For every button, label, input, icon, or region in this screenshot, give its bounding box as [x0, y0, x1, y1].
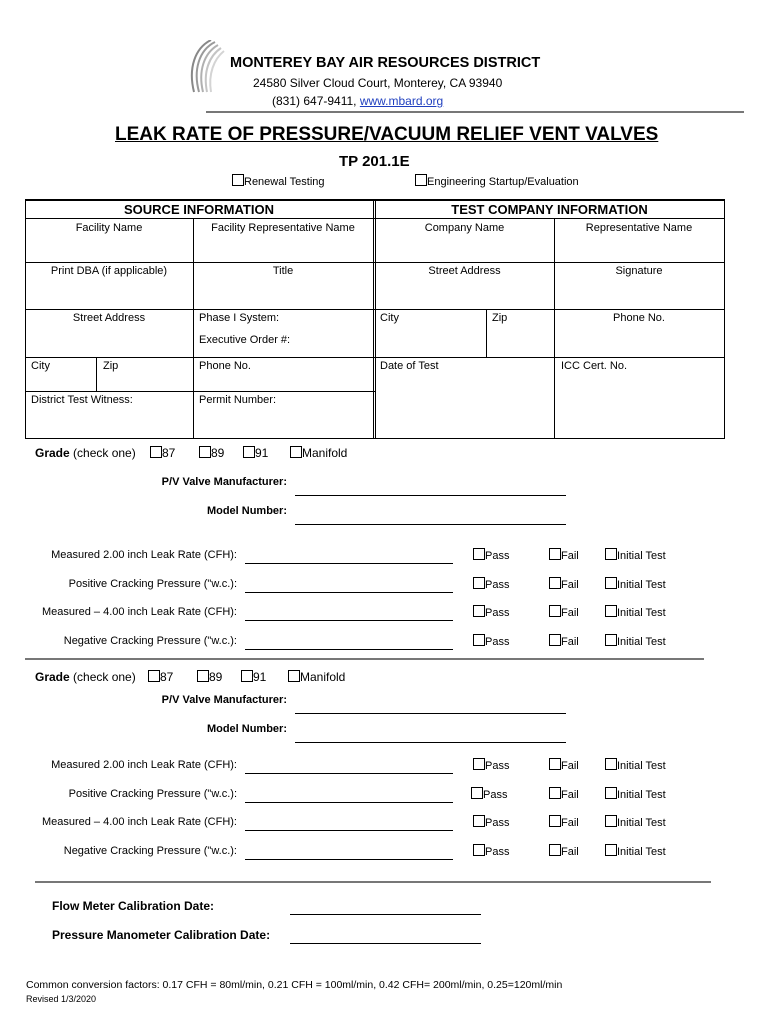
result-fail[interactable] — [549, 844, 579, 858]
model-field[interactable] — [295, 524, 566, 525]
fail-checkbox[interactable] — [549, 634, 561, 646]
fail-label: Fail — [561, 579, 579, 591]
m1-label: Measured 2.00 inch Leak Rate (CFH): — [51, 549, 237, 561]
facility-rep-label: Facility Representative Name — [211, 222, 355, 234]
grade-hint: (check one) — [69, 670, 136, 684]
result-pass[interactable] — [473, 548, 509, 562]
grade-91-checkbox[interactable] — [241, 670, 253, 682]
source-city-label: City — [31, 360, 50, 372]
initial-label: Initial Test — [617, 760, 666, 772]
company-zip-label: Zip — [492, 312, 508, 324]
fail-label: Fail — [561, 846, 579, 858]
initial-checkbox[interactable] — [605, 815, 617, 827]
grade-manifold-checkbox[interactable] — [290, 446, 302, 458]
result-fail[interactable] — [549, 634, 579, 648]
grade-manifold-label: Manifold — [300, 670, 346, 684]
org-phone: (831) 647-9411, — [272, 94, 360, 108]
initial-label: Initial Test — [617, 817, 666, 829]
grade-manifold-label: Manifold — [302, 446, 348, 460]
m4-field[interactable] — [245, 649, 453, 650]
org-address: 24580 Silver Cloud Court, Monterey, CA 93940 — [253, 76, 503, 90]
m3-field[interactable] — [245, 620, 453, 621]
result-initial[interactable] — [605, 605, 666, 619]
company-phone-label: Phone No. — [613, 312, 665, 324]
initial-checkbox[interactable] — [605, 634, 617, 646]
result-initial[interactable] — [605, 815, 666, 829]
m1-field[interactable] — [245, 773, 453, 774]
source-zip-label: Zip — [103, 360, 119, 372]
result-fail[interactable] — [549, 605, 579, 619]
grade-91-option[interactable] — [241, 670, 266, 684]
grade-label: Grade — [35, 670, 70, 684]
result-fail[interactable] — [549, 787, 579, 801]
grade-label: Grade — [35, 446, 70, 460]
fail-checkbox[interactable] — [549, 577, 561, 589]
company-name-label: Company Name — [424, 222, 505, 234]
grade-89-checkbox[interactable] — [197, 670, 209, 682]
engineering-option[interactable] — [415, 174, 579, 188]
pass-checkbox[interactable] — [473, 605, 485, 617]
pass-label: Pass — [485, 636, 510, 648]
result-fail[interactable] — [549, 815, 579, 829]
dba-label: Print DBA (if applicable) — [50, 265, 168, 277]
m1-label: Measured 2.00 inch Leak Rate (CFH): — [51, 759, 237, 771]
fail-label: Fail — [561, 550, 579, 562]
manufacturer-field[interactable] — [295, 713, 566, 714]
pass-label: Pass — [485, 846, 510, 858]
org-website-link[interactable]: www.mbard.org — [359, 94, 444, 108]
engineering-label: Engineering Startup/Evaluation — [427, 176, 579, 188]
initial-checkbox[interactable] — [605, 605, 617, 617]
m2-field[interactable] — [245, 592, 453, 593]
m3-field[interactable] — [245, 830, 453, 831]
result-initial[interactable] — [605, 844, 666, 858]
grade-manifold-option[interactable] — [290, 446, 347, 460]
grade-87-option[interactable] — [148, 670, 173, 684]
initial-checkbox[interactable] — [605, 577, 617, 589]
pass-checkbox[interactable] — [473, 548, 485, 560]
result-pass[interactable] — [473, 758, 509, 772]
fail-label: Fail — [561, 636, 579, 648]
renewal-option[interactable] — [232, 174, 325, 188]
page-title: LEAK RATE OF PRESSURE/VACUUM RELIEF VENT VALVES — [115, 124, 659, 145]
m4-label: Negative Cracking Pressure ("w.c.): — [63, 845, 237, 857]
manufacturer-label: P/V Valve Manufacturer: — [161, 476, 287, 488]
grade-89-checkbox[interactable] — [199, 446, 211, 458]
result-pass[interactable] — [471, 787, 507, 801]
grade-91-label: 91 — [255, 446, 269, 460]
model-label: Model Number: — [206, 723, 287, 735]
result-pass[interactable] — [473, 605, 509, 619]
grade-hint: (check one) — [69, 446, 136, 460]
pass-label: Pass — [483, 789, 508, 801]
pass-label: Pass — [485, 607, 510, 619]
grade-row-2 — [35, 670, 136, 684]
grade-91-option[interactable] — [243, 446, 268, 460]
pass-checkbox[interactable] — [473, 634, 485, 646]
m4-label: Negative Cracking Pressure ("w.c.): — [63, 635, 237, 647]
result-pass[interactable] — [473, 634, 509, 648]
grade-87-label: 87 — [160, 670, 174, 684]
grade-manifold-checkbox[interactable] — [288, 670, 300, 682]
flow-calibration-label: Flow Meter Calibration Date: — [52, 899, 215, 913]
result-pass[interactable] — [473, 815, 509, 829]
result-pass[interactable] — [473, 844, 509, 858]
source-phone-label: Phone No. — [199, 360, 251, 372]
icc-cert-label: ICC Cert. No. — [561, 360, 628, 372]
m1-field[interactable] — [245, 563, 453, 564]
pass-checkbox[interactable] — [473, 844, 485, 856]
pressure-calibration-label: Pressure Manometer Calibration Date: — [52, 928, 271, 942]
initial-checkbox[interactable] — [605, 844, 617, 856]
result-initial[interactable] — [605, 577, 666, 591]
pressure-calibration-field[interactable] — [290, 943, 481, 944]
result-fail[interactable] — [549, 758, 579, 772]
org-contact — [272, 94, 443, 108]
test-procedure: TP 201.1E — [339, 153, 410, 170]
flow-calibration-field[interactable] — [290, 914, 481, 915]
initial-label: Initial Test — [617, 789, 666, 801]
initial-label: Initial Test — [617, 550, 666, 562]
renewal-label: Renewal Testing — [244, 176, 325, 188]
initial-checkbox[interactable] — [605, 758, 617, 770]
fail-checkbox[interactable] — [549, 605, 561, 617]
header-rule — [206, 111, 744, 113]
result-fail[interactable] — [549, 577, 579, 591]
section-divider — [25, 658, 704, 660]
initial-label: Initial Test — [617, 846, 666, 858]
fail-checkbox[interactable] — [549, 758, 561, 770]
manufacturer-label: P/V Valve Manufacturer: — [161, 694, 287, 706]
pass-checkbox[interactable] — [473, 815, 485, 827]
pass-checkbox[interactable] — [473, 758, 485, 770]
m3-label: Measured – 4.00 inch Leak Rate (CFH): — [41, 816, 237, 828]
source-street-label: Street Address — [72, 312, 146, 324]
fail-label: Fail — [561, 817, 579, 829]
engineering-checkbox[interactable] — [415, 174, 427, 186]
fail-checkbox[interactable] — [549, 815, 561, 827]
rep-name-label: Representative Name — [585, 222, 693, 234]
manufacturer-field[interactable] — [295, 495, 566, 496]
source-heading: SOURCE INFORMATION — [124, 202, 274, 217]
m2-label: Positive Cracking Pressure ("w.c.): — [68, 578, 237, 590]
grade-89-label: 89 — [209, 670, 223, 684]
title-label: Title — [272, 265, 294, 277]
fail-label: Fail — [561, 789, 579, 801]
initial-label: Initial Test — [617, 607, 666, 619]
pass-checkbox[interactable] — [471, 787, 483, 799]
org-name: MONTEREY BAY AIR RESOURCES DISTRICT — [230, 55, 541, 71]
fail-label: Fail — [561, 607, 579, 619]
grade-87-label: 87 — [162, 446, 176, 460]
m2-field[interactable] — [245, 802, 453, 803]
facility-name-label: Facility Name — [75, 222, 143, 234]
grade-91-label: 91 — [253, 670, 267, 684]
initial-checkbox[interactable] — [605, 787, 617, 799]
grade-89-option[interactable] — [199, 446, 224, 460]
company-street-label: Street Address — [428, 265, 501, 277]
model-label: Model Number: — [206, 505, 287, 517]
grade-87-checkbox[interactable] — [150, 446, 162, 458]
result-fail[interactable] — [549, 548, 579, 562]
grade-89-label: 89 — [211, 446, 225, 460]
grade-row-1 — [35, 446, 136, 460]
grade-91-checkbox[interactable] — [243, 446, 255, 458]
fail-label: Fail — [561, 760, 579, 772]
result-initial[interactable] — [605, 758, 666, 772]
fail-checkbox[interactable] — [549, 787, 561, 799]
grade-87-checkbox[interactable] — [148, 670, 160, 682]
pass-label: Pass — [485, 817, 510, 829]
model-field[interactable] — [295, 742, 566, 743]
swoosh-logo-icon — [185, 40, 227, 96]
company-city-label: City — [380, 312, 399, 324]
grade-89-option[interactable] — [197, 670, 222, 684]
renewal-checkbox[interactable] — [232, 174, 244, 186]
result-pass[interactable] — [473, 577, 509, 591]
section-divider — [35, 881, 711, 883]
revised-date: Revised 1/3/2020 — [26, 994, 97, 1004]
pass-checkbox[interactable] — [473, 577, 485, 589]
pass-label: Pass — [485, 579, 510, 591]
conversion-note: Common conversion factors: 0.17 CFH = 80ml/min, 0.21 CFH = 100ml/min, 0.42 CFH= 200ml/min, 0.25=120ml/min — [26, 979, 563, 991]
signature-label: Signature — [615, 265, 663, 277]
phase1-label: Phase I System: — [199, 312, 280, 324]
fail-checkbox[interactable] — [549, 548, 561, 560]
test-company-heading: TEST COMPANY INFORMATION — [451, 202, 648, 217]
logo — [185, 40, 227, 96]
initial-checkbox[interactable] — [605, 548, 617, 560]
result-initial[interactable] — [605, 548, 666, 562]
fail-checkbox[interactable] — [549, 844, 561, 856]
initial-label: Initial Test — [617, 579, 666, 591]
initial-label: Initial Test — [617, 636, 666, 648]
result-initial[interactable] — [605, 787, 666, 801]
pass-label: Pass — [485, 550, 510, 562]
m2-label: Positive Cracking Pressure ("w.c.): — [68, 788, 237, 800]
m4-field[interactable] — [245, 859, 453, 860]
pass-label: Pass — [485, 760, 510, 772]
result-initial[interactable] — [605, 634, 666, 648]
exec-order-label: Executive Order #: — [199, 334, 291, 346]
witness-label: District Test Witness: — [31, 394, 133, 406]
permit-label: Permit Number: — [199, 394, 277, 406]
grade-87-option[interactable] — [150, 446, 175, 460]
grade-manifold-option[interactable] — [288, 670, 345, 684]
m3-label: Measured – 4.00 inch Leak Rate (CFH): — [41, 606, 237, 618]
date-of-test-label: Date of Test — [380, 360, 439, 372]
